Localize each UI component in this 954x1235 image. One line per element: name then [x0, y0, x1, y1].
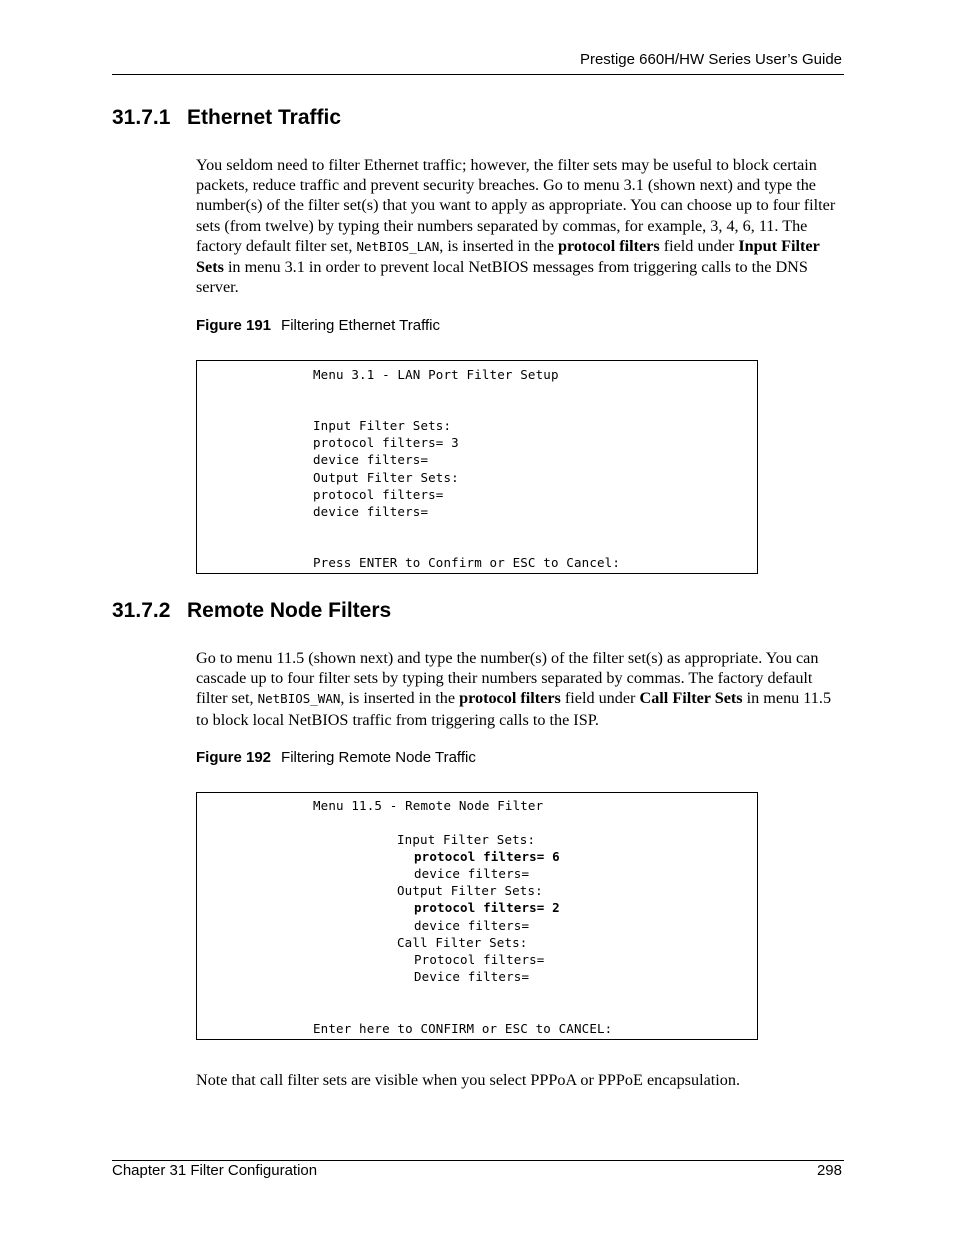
figure-192-caption: [196, 749, 476, 766]
section-title: Ethernet Traffic: [187, 106, 342, 129]
screen-line-highlight: protocol filters= 2: [414, 900, 560, 915]
field-name: protocol filters: [557, 236, 660, 255]
figure-title: Filtering Remote Node Traffic: [281, 749, 476, 766]
screen-line: Device filters=: [414, 969, 530, 984]
menu-field-name: Input Filter Sets: [196, 236, 820, 277]
section-number: 31.7.2: [112, 599, 171, 622]
section-heading-ethernet-traffic: [112, 106, 341, 130]
figure-191-caption: [196, 317, 440, 334]
screen-line: Output Filter Sets:: [313, 470, 459, 485]
figure-title: Filtering Ethernet Traffic: [281, 317, 440, 334]
footer-rule: [112, 1160, 844, 1161]
remote-node-filters-paragraph: [196, 648, 844, 730]
header-rule: [112, 74, 844, 75]
filter-set-name: NetBIOS_WAN: [257, 691, 341, 707]
screen-line: device filters=: [414, 866, 530, 881]
screen-line: protocol filters= 3: [313, 435, 459, 450]
footer-chapter: Chapter 31 Filter Configuration: [112, 1162, 318, 1179]
screen-line: Call Filter Sets:: [397, 935, 528, 950]
screen-title: Menu 3.1 - LAN Port Filter Setup: [313, 367, 559, 382]
screen-line: Protocol filters=: [414, 952, 545, 967]
figure-number: Figure 192: [196, 749, 272, 766]
text-run: , is inserted in the: [439, 236, 558, 255]
text-run: field under: [560, 689, 640, 708]
screen-line: Output Filter Sets:: [397, 883, 543, 898]
ethernet-traffic-paragraph: [196, 155, 844, 297]
menu-field-name: Call Filter Sets: [639, 689, 743, 708]
section-heading-remote-node-filters: [112, 599, 391, 623]
section-title: Remote Node Filters: [187, 599, 392, 622]
menu-11-5-screen: [196, 792, 758, 1040]
screen-line: protocol filters=: [313, 487, 444, 502]
section-number: 31.7.1: [112, 106, 171, 129]
screen-line-highlight: protocol filters= 6: [414, 849, 560, 864]
screen-line: device filters=: [414, 918, 530, 933]
text-run: You seldom need to filter Ethernet traffic; however, the filter sets may be useful to block certain packets, reduce traffic and prevent security breaches. Go to menu 3.1 (shown next) and type the number(s) of the filter set(s) that you want to apply as appropriate. You can choose up to four filter sets (from twelve) by typing their numbers separated by commas, for example, 3, 4, 6, 11. The factory default filter set,: [196, 156, 836, 255]
running-header: Prestige 660H/HW Series User’s Guide: [579, 51, 842, 68]
footer-page-number: 298: [816, 1162, 842, 1179]
text-run: in menu 3.1 in order to prevent local NetBIOS messages from triggering calls to the DNS server.: [196, 258, 808, 297]
screen-line: Input Filter Sets:: [313, 418, 452, 433]
text-run: , is inserted in the: [340, 689, 460, 708]
menu-3-1-screen: [196, 360, 758, 574]
screen-prompt: Enter here to CONFIRM or ESC to CANCEL:: [313, 1021, 613, 1036]
field-name: protocol filters: [459, 689, 561, 708]
screen-line: device filters=: [313, 452, 429, 467]
text-run: Go to menu 11.5 (shown next) and type the number(s) of the filter set(s) as appropriate. You can cascade up to four filter sets by typing their numbers separated by commas. The factory default filter set,: [196, 649, 819, 708]
screen-line: device filters=: [313, 504, 429, 519]
text-run: field under: [659, 236, 739, 255]
figure-number: Figure 191: [196, 317, 272, 334]
screen-prompt: Press ENTER to Confirm or ESC to Cancel:: [313, 555, 621, 570]
filter-set-name: NetBIOS_LAN: [356, 238, 440, 254]
note-paragraph: Note that call filter sets are visible when you select PPPoA or PPPoE encapsulation.: [196, 1071, 740, 1089]
text-run: in menu 11.5 to block local NetBIOS traffic from triggering calls to the ISP.: [196, 689, 832, 729]
screen-line: Input Filter Sets:: [397, 832, 536, 847]
screen-title: Menu 11.5 - Remote Node Filter: [313, 798, 544, 813]
